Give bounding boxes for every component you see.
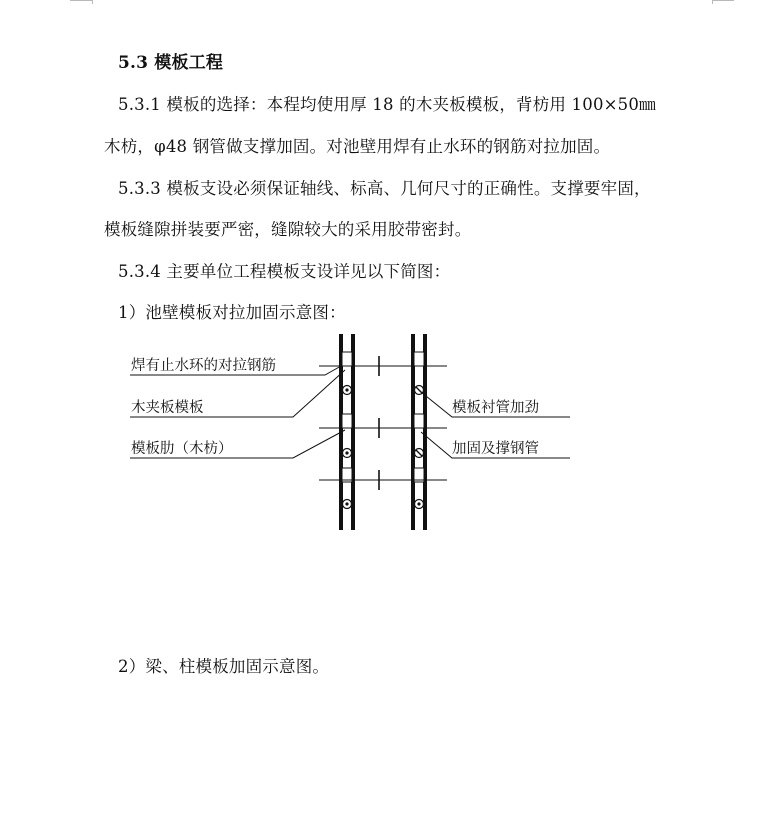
right-ribs: [414, 352, 424, 482]
left-steel-pipes: [343, 386, 352, 509]
left-steel-pipe-cores: [345, 388, 348, 505]
section-heading: 5.3 模板工程: [118, 53, 224, 73]
label-tie-bar: 焊有止水环的对拉钢筋: [131, 358, 276, 374]
tie-bars: [319, 366, 447, 480]
paragraph-5-3-1-line-1: 5.3.1 模板的选择：本程均使用厚 18 的木夹板模板，背枋用 100×50㎜: [118, 95, 656, 114]
paragraph-5-3-3-line-1: 5.3.3 模板支设必须保证轴线、标高、几何尺寸的正确性。支撑要牢固，: [118, 179, 651, 198]
right-steel-pipe-cores: [416, 387, 422, 506]
paragraph-5-3-1-line-2: 木枋，φ48 钢管做支撑加固。对池壁用焊有止水环的钢筋对拉加固。: [104, 137, 611, 156]
right-steel-pipes: [415, 386, 424, 509]
paragraph-5-3-4: 5.3.4 主要单位工程模板支设详见以下简图：: [118, 262, 451, 281]
paragraph-5-3-3-line-2: 模板缝隙拼装要严密，缝隙较大的采用胶带密封。: [104, 220, 472, 239]
label-formwork-rib: 模板肋（木枋）: [131, 441, 233, 457]
list-item-2: 2）梁、柱模板加固示意图。: [118, 657, 330, 676]
label-sleeve-stiffener: 模板衬管加劲: [452, 400, 539, 416]
label-plywood-formwork: 木夹板模板: [131, 400, 204, 416]
list-item-1: 1）池壁模板对拉加固示意图：: [118, 303, 346, 322]
label-steel-pipe-brace: 加固及撑钢管: [452, 441, 539, 457]
